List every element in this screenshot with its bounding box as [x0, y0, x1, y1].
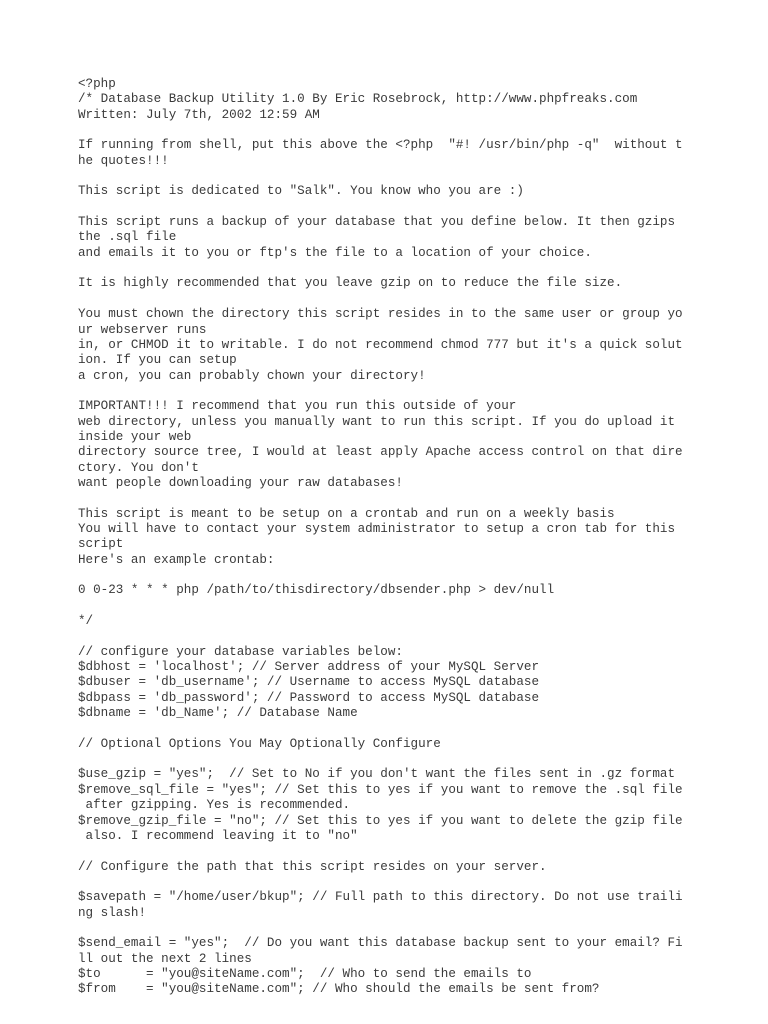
code-line	[78, 844, 698, 859]
code-line: he quotes!!!	[78, 153, 169, 168]
code-line: You will have to contact your system administrator to setup a cron tab for this	[78, 521, 676, 536]
code-line	[78, 384, 698, 399]
php-source-text	[78, 77, 698, 998]
code-line: after gzipping. Yes is recommended.	[78, 798, 351, 813]
code-line: Written: July 7th, 2002 12:59 AM	[78, 107, 320, 122]
code-line: ctory. You don't	[78, 460, 199, 475]
code-line: $dbuser = 'db_username'; // Username to access MySQL database	[78, 675, 540, 690]
code-line: $to = "you@siteName.com"; // Who to send the emails to	[78, 966, 532, 981]
code-line: Here's an example crontab:	[78, 552, 275, 567]
code-line: $use_gzip = "yes"; // Set to No if you don't want the files sent in .gz format	[78, 767, 676, 782]
code-line: If running from shell, put this above the <?php "#! /usr/bin/php -q" without t	[78, 138, 683, 153]
code-line	[78, 875, 698, 890]
code-line	[78, 568, 698, 583]
code-line: $remove_gzip_file = "no"; // Set this to yes if you want to delete the gzip file	[78, 813, 683, 828]
code-line: and emails it to you or ftp's the file to a location of your choice.	[78, 245, 592, 260]
code-line	[78, 123, 698, 138]
code-line	[78, 261, 698, 276]
code-line: $send_email = "yes"; // Do you want this database backup sent to your email? Fi	[78, 936, 683, 951]
code-line: ur webserver runs	[78, 322, 207, 337]
code-line: ll out the next 2 lines	[78, 951, 252, 966]
code-line: This script is meant to be setup on a crontab and run on a weekly basis	[78, 506, 615, 521]
code-line: script	[78, 537, 124, 552]
code-line: /* Database Backup Utility 1.0 By Eric Rosebrock, http://www.phpfreaks.com	[78, 92, 638, 107]
code-line: $from = "you@siteName.com"; // Who should the emails be sent from?	[78, 982, 600, 997]
code-line: in, or CHMOD it to writable. I do not recommend chmod 777 but it's a quick solut	[78, 337, 683, 352]
code-line	[78, 721, 698, 736]
code-line: // Optional Options You May Optionally Configure	[78, 736, 441, 751]
code-line	[78, 491, 698, 506]
code-line: inside your web	[78, 429, 192, 444]
code-line: <?php	[78, 77, 116, 91]
code-line: directory source tree, I would at least apply Apache access control on that dire	[78, 445, 683, 460]
code-line: the .sql file	[78, 230, 177, 245]
code-line: also. I recommend leaving it to "no"	[78, 828, 358, 843]
code-line: This script runs a backup of your database that you define below. It then gzips	[78, 215, 676, 230]
code-line: */	[78, 614, 94, 629]
code-line	[78, 169, 698, 184]
code-line: // Configure the path that this script resides on your server.	[78, 859, 547, 874]
code-line: $remove_sql_file = "yes"; // Set this to yes if you want to remove the .sql file	[78, 782, 683, 797]
code-line: This script is dedicated to "Salk". You know who you are :)	[78, 184, 524, 199]
code-line: $dbpass = 'db_password'; // Password to access MySQL database	[78, 690, 540, 705]
code-line: $dbname = 'db_Name'; // Database Name	[78, 706, 358, 721]
code-line	[78, 200, 698, 215]
code-line: You must chown the directory this script resides in to the same user or group yo	[78, 307, 683, 322]
code-line: IMPORTANT!!! I recommend that you run this outside of your	[78, 399, 517, 414]
code-line	[78, 921, 698, 936]
code-line: 0 0-23 * * * php /path/to/thisdirectory/dbsender.php > dev/null	[78, 583, 555, 598]
code-line: $dbhost = 'localhost'; // Server address of your MySQL Server	[78, 660, 540, 675]
code-line: web directory, unless you manually want to run this script. If you do upload it	[78, 414, 676, 429]
code-line: a cron, you can probably chown your directory!	[78, 368, 426, 383]
code-line	[78, 292, 698, 307]
code-line: It is highly recommended that you leave gzip on to reduce the file size.	[78, 276, 623, 291]
code-line: ion. If you can setup	[78, 353, 237, 368]
code-line: // configure your database variables below:	[78, 644, 403, 659]
code-line	[78, 629, 698, 644]
code-line	[78, 599, 698, 614]
code-line: want people downloading your raw databases!	[78, 475, 403, 490]
code-line	[78, 752, 698, 767]
code-line: $savepath = "/home/user/bkup"; // Full path to this directory. Do not use traili	[78, 890, 683, 905]
code-line: ng slash!	[78, 905, 147, 920]
